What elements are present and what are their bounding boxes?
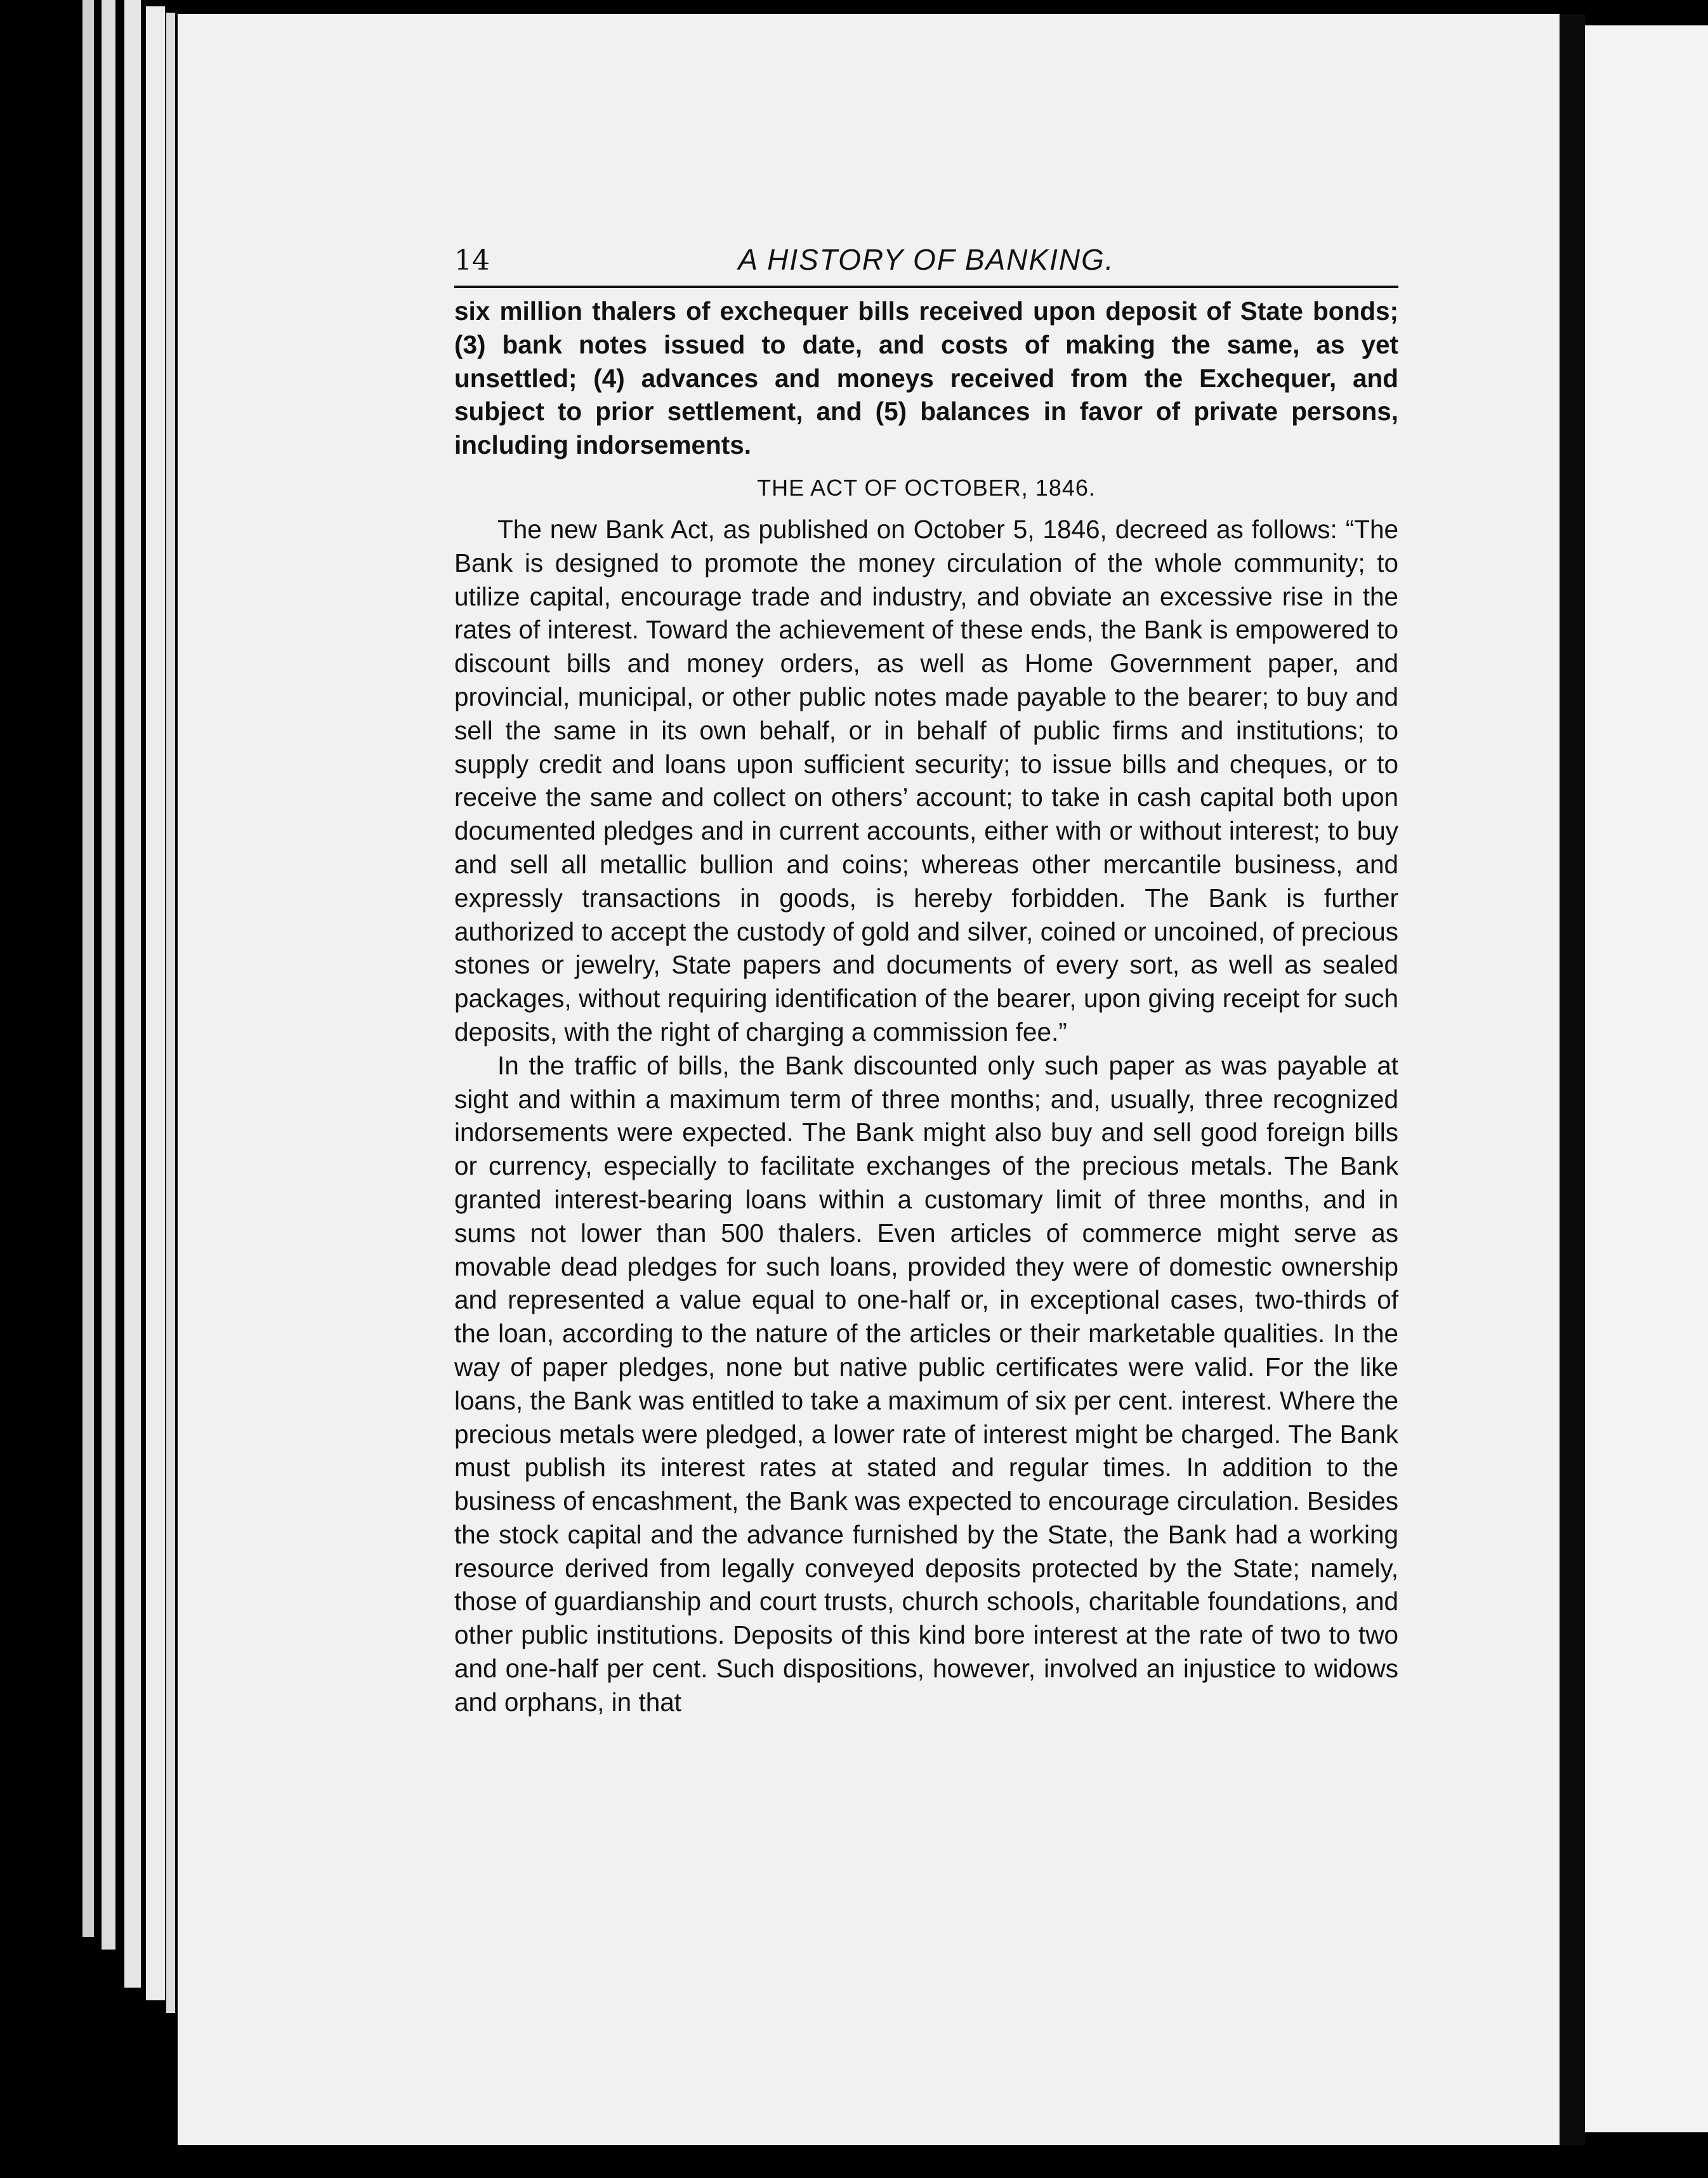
- page-number: 14: [454, 244, 490, 277]
- section-heading: THE ACT OF OCTOBER, 1846.: [757, 474, 1096, 501]
- paragraph: In the traffic of bills, the Bank discounted only such paper as was payable at sight and within a maximum term of three months; and, usually, three recognized indorsements were expected. The Bank might also buy and sell good foreign bills or currency, especially to facilitate exchanges of the precious metals. The Bank granted interest-bearing loans within a customary limit of three months, and in sums not lower than 500 thalers. Even articles of commerce might serve as movable dead pledges for such loans, provided they were of domestic ownership and represented a value equal to one-half or, in exceptional cases, two-thirds of the loan, according to the nature of the articles or their marketable qualities. In the way of paper pledges, none but native public certificates were valid. For the like loans, the Bank was entitled to take a maximum of six per cent. interest. Where the precious metals were pledged, a lower rate of interest might be charged. The Bank must publish its interest rates at stated and regular times. In addition to the business of encashment, the Bank was expected to encourage circulation. Besides the stock capital and the advance furnished by the State, the Bank had a working resource derived from legally conveyed deposits protected by the State; namely, those of guardianship and court trusts, church schools, charitable foundations, and other public institutions. Deposits of this kind bore interest at the rate of two to two and one-half per cent. Such dispositions, however, involved an injustice to widows and orphans, in that: [454, 1050, 1398, 1717]
- facing-page-edge: [1585, 25, 1708, 2132]
- page-edge: [124, 0, 141, 1988]
- page-edge: [82, 0, 94, 1937]
- page-edge: [146, 6, 165, 2000]
- page-edge: [102, 0, 115, 1950]
- page-edge: [166, 13, 175, 2013]
- book-gutter: [1560, 14, 1585, 2145]
- continuation-paragraph: six million thalers of exchequer bills received upon deposit of State bonds; (3) bank notes issued to date, and costs of making the same, as yet unsettled; (4) advances and moneys received from the Exchequer, and subject to prior settlement, and (5) balances in favor of private persons, including indorsements.: [454, 296, 1398, 460]
- paragraph: The new Bank Act, as published on October 5, 1846, decreed as follows: “The Bank is designed to promote the money circulation of the whole community; to utilize capital, encourage trade and industry, and obviate an excessive rise in the rates of interest. Toward the achievement of these ends, the Bank is empowered to discount bills and money orders, as well as Home Government paper, and provincial, municipal, or other public notes made payable to the bearer; to buy and sell the same in its own behalf, or in behalf of public firms and institutions; to supply credit and loans upon sufficient security; to issue bills and cheques, or to receive the same and collect on others’ account; to take in cash capital both upon documented pledges and in current accounts, either with or without interest; to buy and sell all metallic bullion and coins; whereas other mercantile business, and expressly transactions in goods, is hereby forbidden. The Bank is further authorized to accept the custody of gold and silver, coined or uncoined, of precious stones or jewelry, State papers and documents of every sort, as well as sealed packages, without requiring identification of the bearer, upon giving receipt for such deposits, with the right of charging a commission fee.”: [454, 514, 1398, 1046]
- running-title: A HISTORY OF BANKING.: [738, 243, 1115, 276]
- running-head: [454, 241, 1398, 288]
- page-content: [454, 241, 1398, 1719]
